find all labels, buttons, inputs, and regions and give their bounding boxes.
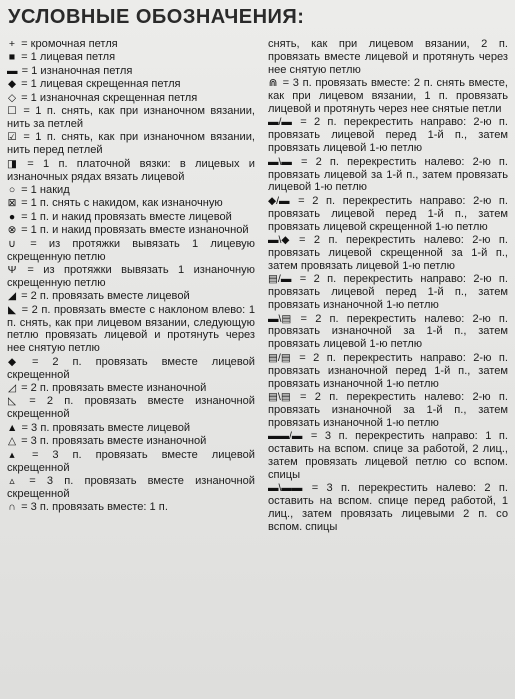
stitch-symbol-icon: ▤\▤: [268, 390, 291, 403]
stitch-symbol-icon: ⋒: [268, 77, 278, 90]
stitch-symbol-icon: ◆: [7, 355, 17, 368]
legend-column-left: [7, 38, 255, 515]
legend-entry: [268, 38, 508, 77]
legend-entry: [268, 313, 508, 352]
stitch-symbol-icon: ▬/▬: [268, 116, 292, 129]
legend-description: = 2 п. провязать вместе изнаночной скрещенной: [7, 395, 255, 421]
legend-description: = 2 п. провязать вместе с наклоном влево: 1 п. снять, как при лицевом вязании, следующую петлю провязать лицевой и протянуть через нее снятую петлю: [7, 303, 255, 355]
stitch-symbol-icon: △: [7, 435, 17, 448]
stitch-symbol-icon: ▬: [7, 64, 18, 77]
legend-entry: [268, 391, 508, 430]
legend-description: = 2 п. перекрестить налево: 2-ю п. провязать лицевой за 1-й п., затем провязать лицевой 1-ю петлю: [268, 155, 508, 194]
legend-description: = 1 п. снять с накидом, как изнаночную: [21, 197, 223, 210]
legend-entry: [7, 238, 255, 264]
stitch-symbol-icon: ◆/▬: [268, 194, 290, 207]
stitch-symbol-icon: ◆: [7, 78, 17, 91]
legend-description: = 1 лицевая скрещенная петля: [21, 78, 181, 91]
legend-entry: [7, 264, 255, 290]
legend-entry: [7, 224, 255, 237]
legend-entry: [7, 131, 255, 157]
stitch-symbol-icon: ▤/▤: [268, 351, 291, 364]
legend-entry: [7, 197, 255, 210]
legend-entry: [7, 395, 255, 421]
legend-description: = 3 п. перекрестить направо: 1 п. оставить на вспом. спице за работой, 2 лиц., затем провязать лицевой петлю со вспом. спицы: [268, 430, 508, 481]
legend-description: = 1 п. и накид провязать вместе изнаночной: [21, 224, 249, 237]
legend-description: = 3 п. провязать вместе лицевой скрещенной: [7, 448, 255, 474]
stitch-symbol-icon: ⊠: [7, 197, 17, 210]
stitch-symbol-icon: ☐: [7, 105, 17, 118]
legend-description: = 2 п. перекрестить налево: 2-ю п. провязать изнаночной за 1-й п., затем провязать лицевой 1-ю петлю: [268, 312, 508, 351]
legend-entry: [7, 449, 255, 475]
legend-description: = 2 п. провязать вместе изнаночной: [21, 382, 207, 395]
legend-description: = 2 п. перекрестить направо: 2-ю п. провязать лицевой перед 1-й п., затем провязать лицевой 1-ю петлю: [268, 116, 508, 155]
legend-description: = 3 п. провязать вместе изнаночной скрещенной: [7, 474, 255, 500]
legend-entry: [7, 38, 255, 51]
stitch-symbol-icon: ▵: [9, 474, 15, 487]
legend-entry: [7, 65, 255, 78]
stitch-symbol-icon: ◺: [7, 395, 17, 408]
legend-entry: [268, 273, 508, 312]
legend-entry: [7, 435, 255, 448]
legend-entry: [268, 234, 508, 273]
legend-description: = 2 п. провязать вместе лицевой скрещенной: [7, 355, 255, 381]
legend-description: = 1 п. платочной вязки: в лицевых и изнаночных рядах вязать лицевой: [7, 157, 255, 183]
stitch-symbol-icon: ◨: [7, 157, 17, 170]
legend-description: = из протяжки вывязать 1 лицевую скрещенную петлю: [7, 237, 255, 263]
legend-entry: [268, 195, 508, 234]
legend-description: = 2 п. перекрестить налево: 2-ю п. провязать лицевой скрещенной за 1-й п., затем провязать лицевой 1-ю петлю: [268, 234, 508, 272]
legend-description: = 1 п. снять, как при изнаночном вязании, нить перед петлей: [7, 131, 255, 157]
legend-entry: [7, 211, 255, 224]
legend-entry: [7, 304, 255, 356]
stitch-symbol-icon: ▬\▬: [268, 155, 292, 168]
legend-description: = 1 п. снять, как при изнаночном вязании, нить за петлей: [7, 105, 255, 130]
legend-description: = кромочная петля: [21, 38, 118, 50]
stitch-symbol-icon: ◣: [7, 303, 17, 316]
legend-entry: [7, 105, 255, 131]
legend-description: = 1 накид: [21, 183, 70, 196]
stitch-symbol-icon: ▬\◆: [268, 234, 290, 247]
stitch-symbol-icon: ◇: [7, 91, 17, 104]
stitch-symbol-icon: ◿: [7, 382, 17, 395]
legend-entry: [268, 116, 508, 155]
legend-entry: [268, 156, 508, 195]
legend-entry: [268, 430, 508, 482]
stitch-symbol-icon: ●: [8, 210, 16, 223]
legend-description: снять, как при лицевом вязании, 2 п. провязать вместе лицевой и протянуть через нее снятую петлю: [268, 38, 508, 76]
legend-description: = 2 п. провязать вместе лицевой: [21, 290, 190, 303]
legend-description: = 3 п. провязать вместе изнаночной: [21, 435, 207, 448]
legend-column-right: [268, 38, 508, 534]
legend-entry: [7, 382, 255, 395]
legend-description: = 1 лицевая петля: [21, 51, 116, 64]
legend-entry: [7, 356, 255, 382]
legend-description: = 1 п. и накид провязать вместе лицевой: [21, 210, 232, 223]
legend-description: = 1 изнаночная петля: [21, 64, 133, 77]
stitch-symbol-icon: ▬▬/▬: [268, 430, 303, 443]
page-title: УСЛОВНЫЕ ОБОЗНАЧЕНИЯ:: [8, 6, 305, 28]
stitch-symbol-icon: ⊗: [7, 224, 17, 237]
legend-description: = 3 п. провязать вместе лицевой: [21, 421, 191, 434]
stitch-symbol-icon: ▬\▬▬: [268, 482, 303, 495]
legend-entry: [7, 290, 255, 303]
legend-entry: [7, 51, 255, 64]
stitch-symbol-icon: ■: [8, 51, 16, 64]
legend-entry: [7, 158, 255, 184]
legend-entry: [268, 352, 508, 391]
stitch-symbol-icon: ▬\▤: [268, 312, 292, 325]
legend-description: = 2 п. перекрестить направо: 2-ю п. провязать лицевой перед 1-й п., затем провязать лицевой скрещенной 1-ю петлю: [268, 194, 508, 233]
legend-entry: [7, 184, 255, 197]
legend-description: = из протяжки вывязать 1 изнаночную скрещенную петлю: [7, 263, 255, 289]
legend-entry: [268, 482, 508, 534]
stitch-symbol-icon: ◢: [7, 290, 17, 303]
legend-description: = 1 изнаночная скрещенная петля: [21, 91, 198, 104]
stitch-symbol-icon: ○: [8, 183, 16, 196]
stitch-symbol-icon: ∩: [8, 501, 16, 514]
legend-description: = 3 п. перекрестить налево: 2 п. оставить на вспом. спице перед работой, 1 лиц., затем провязать лицевыми 2 п. со вспом. спицы: [268, 482, 508, 534]
legend-description: = 3 п. провязать вместе: 2 п. снять вместе, как при лицевом вязании, 1 п. провязать лицевой и протянуть через нее снятые петли: [268, 77, 508, 116]
stitch-symbol-icon: ∪: [8, 237, 16, 250]
stitch-symbol-icon: +: [8, 38, 16, 50]
legend-description: = 2 п. перекрестить налево: 2-ю п. провязать изнаночной за 1-й п., затем провязать изнаночной 1-ю петлю: [268, 390, 508, 429]
legend-entry: [7, 475, 255, 501]
legend-description: = 2 п. перекрестить направо: 2-ю п. провязать лицевой перед 1-й п., затем провязать изнаночной 1-ю петлю: [268, 273, 508, 312]
legend-entry: [7, 78, 255, 91]
legend-entry: [7, 501, 255, 514]
legend-description: = 3 п. провязать вместе: 1 п.: [21, 501, 168, 514]
legend-entry: [7, 422, 255, 435]
stitch-symbol-icon: Ψ: [7, 263, 17, 276]
stitch-symbol-icon: ☑: [7, 131, 17, 144]
legend-description: = 2 п. перекрестить направо: 2-ю п. провязать изнаночной перед 1-й п., затем провязать изнаночной 1-ю петлю: [268, 351, 508, 390]
legend-entry: [7, 92, 255, 105]
legend-entry: [268, 77, 508, 116]
stitch-symbol-icon: ▴: [9, 448, 15, 461]
stitch-symbol-icon: ▤/▬: [268, 273, 292, 286]
stitch-symbol-icon: ▲: [7, 421, 18, 434]
